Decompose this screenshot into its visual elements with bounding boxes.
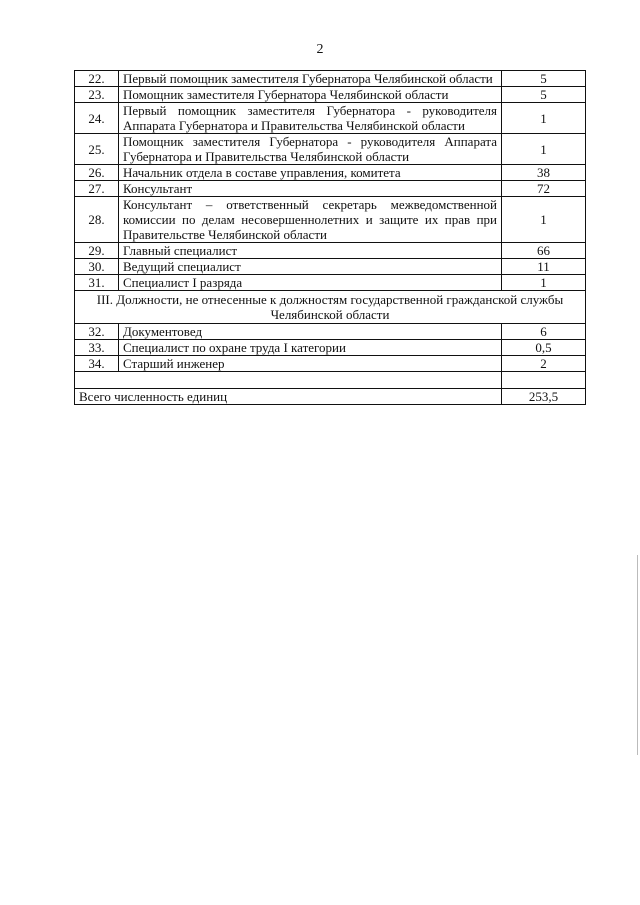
- table-row: [75, 71, 586, 87]
- empty-row: [75, 372, 586, 389]
- row-number: 22.: [75, 71, 119, 87]
- table-row: [75, 356, 586, 372]
- row-number: 23.: [75, 87, 119, 103]
- position-name: Ведущий специалист: [119, 259, 502, 275]
- table-row: [75, 324, 586, 340]
- section-heading-group: [75, 291, 586, 324]
- table-row: [75, 197, 586, 243]
- total-row: [75, 389, 586, 405]
- position-quantity: 6: [502, 324, 586, 340]
- section-heading-row: [75, 291, 586, 324]
- position-name: Главный специалист: [119, 243, 502, 259]
- table-row: [75, 103, 586, 134]
- position-name: Старший инженер: [119, 356, 502, 372]
- position-name: Консультант – ответственный секретарь межведомственной комиссии по делам несовершеннолетних и защите их прав при Правительстве Челябинской области: [119, 197, 502, 243]
- staffing-table: [74, 70, 586, 405]
- position-quantity: 2: [502, 356, 586, 372]
- total-label: Всего численность единиц: [75, 389, 502, 405]
- empty-cell: [75, 372, 502, 389]
- section-heading: III. Должности, не отнесенные к должностям государственной гражданской службы Челябинской области: [75, 291, 586, 324]
- table-row: [75, 259, 586, 275]
- position-name: Специалист по охране труда I категории: [119, 340, 502, 356]
- position-quantity: 1: [502, 134, 586, 165]
- position-quantity: 1: [502, 197, 586, 243]
- position-name: Помощник заместителя Губернатора - руководителя Аппарата Губернатора и Правительства Челябинской области: [119, 134, 502, 165]
- position-name: Консультант: [119, 181, 502, 197]
- table-row: [75, 181, 586, 197]
- position-name: Начальник отдела в составе управления, комитета: [119, 165, 502, 181]
- table-row: [75, 275, 586, 291]
- row-number: 24.: [75, 103, 119, 134]
- position-quantity: 5: [502, 87, 586, 103]
- row-number: 33.: [75, 340, 119, 356]
- empty-qty-cell: [502, 372, 586, 389]
- row-number: 26.: [75, 165, 119, 181]
- position-name: Первый помощник заместителя Губернатора - руководителя Аппарата Губернатора и Правительства Челябинской области: [119, 103, 502, 134]
- page-number: 2: [316, 42, 324, 57]
- position-name: Документовед: [119, 324, 502, 340]
- position-quantity: 0,5: [502, 340, 586, 356]
- position-quantity: 1: [502, 275, 586, 291]
- position-name: Первый помощник заместителя Губернатора Челябинской области: [119, 71, 502, 87]
- position-quantity: 5: [502, 71, 586, 87]
- staffing-rows-civil-service: [75, 71, 586, 291]
- position-name: Специалист I разряда: [119, 275, 502, 291]
- position-quantity: 11: [502, 259, 586, 275]
- row-number: 34.: [75, 356, 119, 372]
- row-number: 25.: [75, 134, 119, 165]
- table-row: [75, 165, 586, 181]
- row-number: 28.: [75, 197, 119, 243]
- table-row: [75, 243, 586, 259]
- row-number: 32.: [75, 324, 119, 340]
- position-name: Помощник заместителя Губернатора Челябинской области: [119, 87, 502, 103]
- table-row: [75, 340, 586, 356]
- row-number: 29.: [75, 243, 119, 259]
- position-quantity: 66: [502, 243, 586, 259]
- totals-group: [75, 372, 586, 405]
- table-row: [75, 87, 586, 103]
- scan-edge-mark: [637, 555, 638, 755]
- table-row: [75, 134, 586, 165]
- row-number: 31.: [75, 275, 119, 291]
- staffing-rows-non-civil: [75, 324, 586, 372]
- position-quantity: 38: [502, 165, 586, 181]
- row-number: 27.: [75, 181, 119, 197]
- position-quantity: 1: [502, 103, 586, 134]
- row-number: 30.: [75, 259, 119, 275]
- position-quantity: 72: [502, 181, 586, 197]
- total-qty: 253,5: [502, 389, 586, 405]
